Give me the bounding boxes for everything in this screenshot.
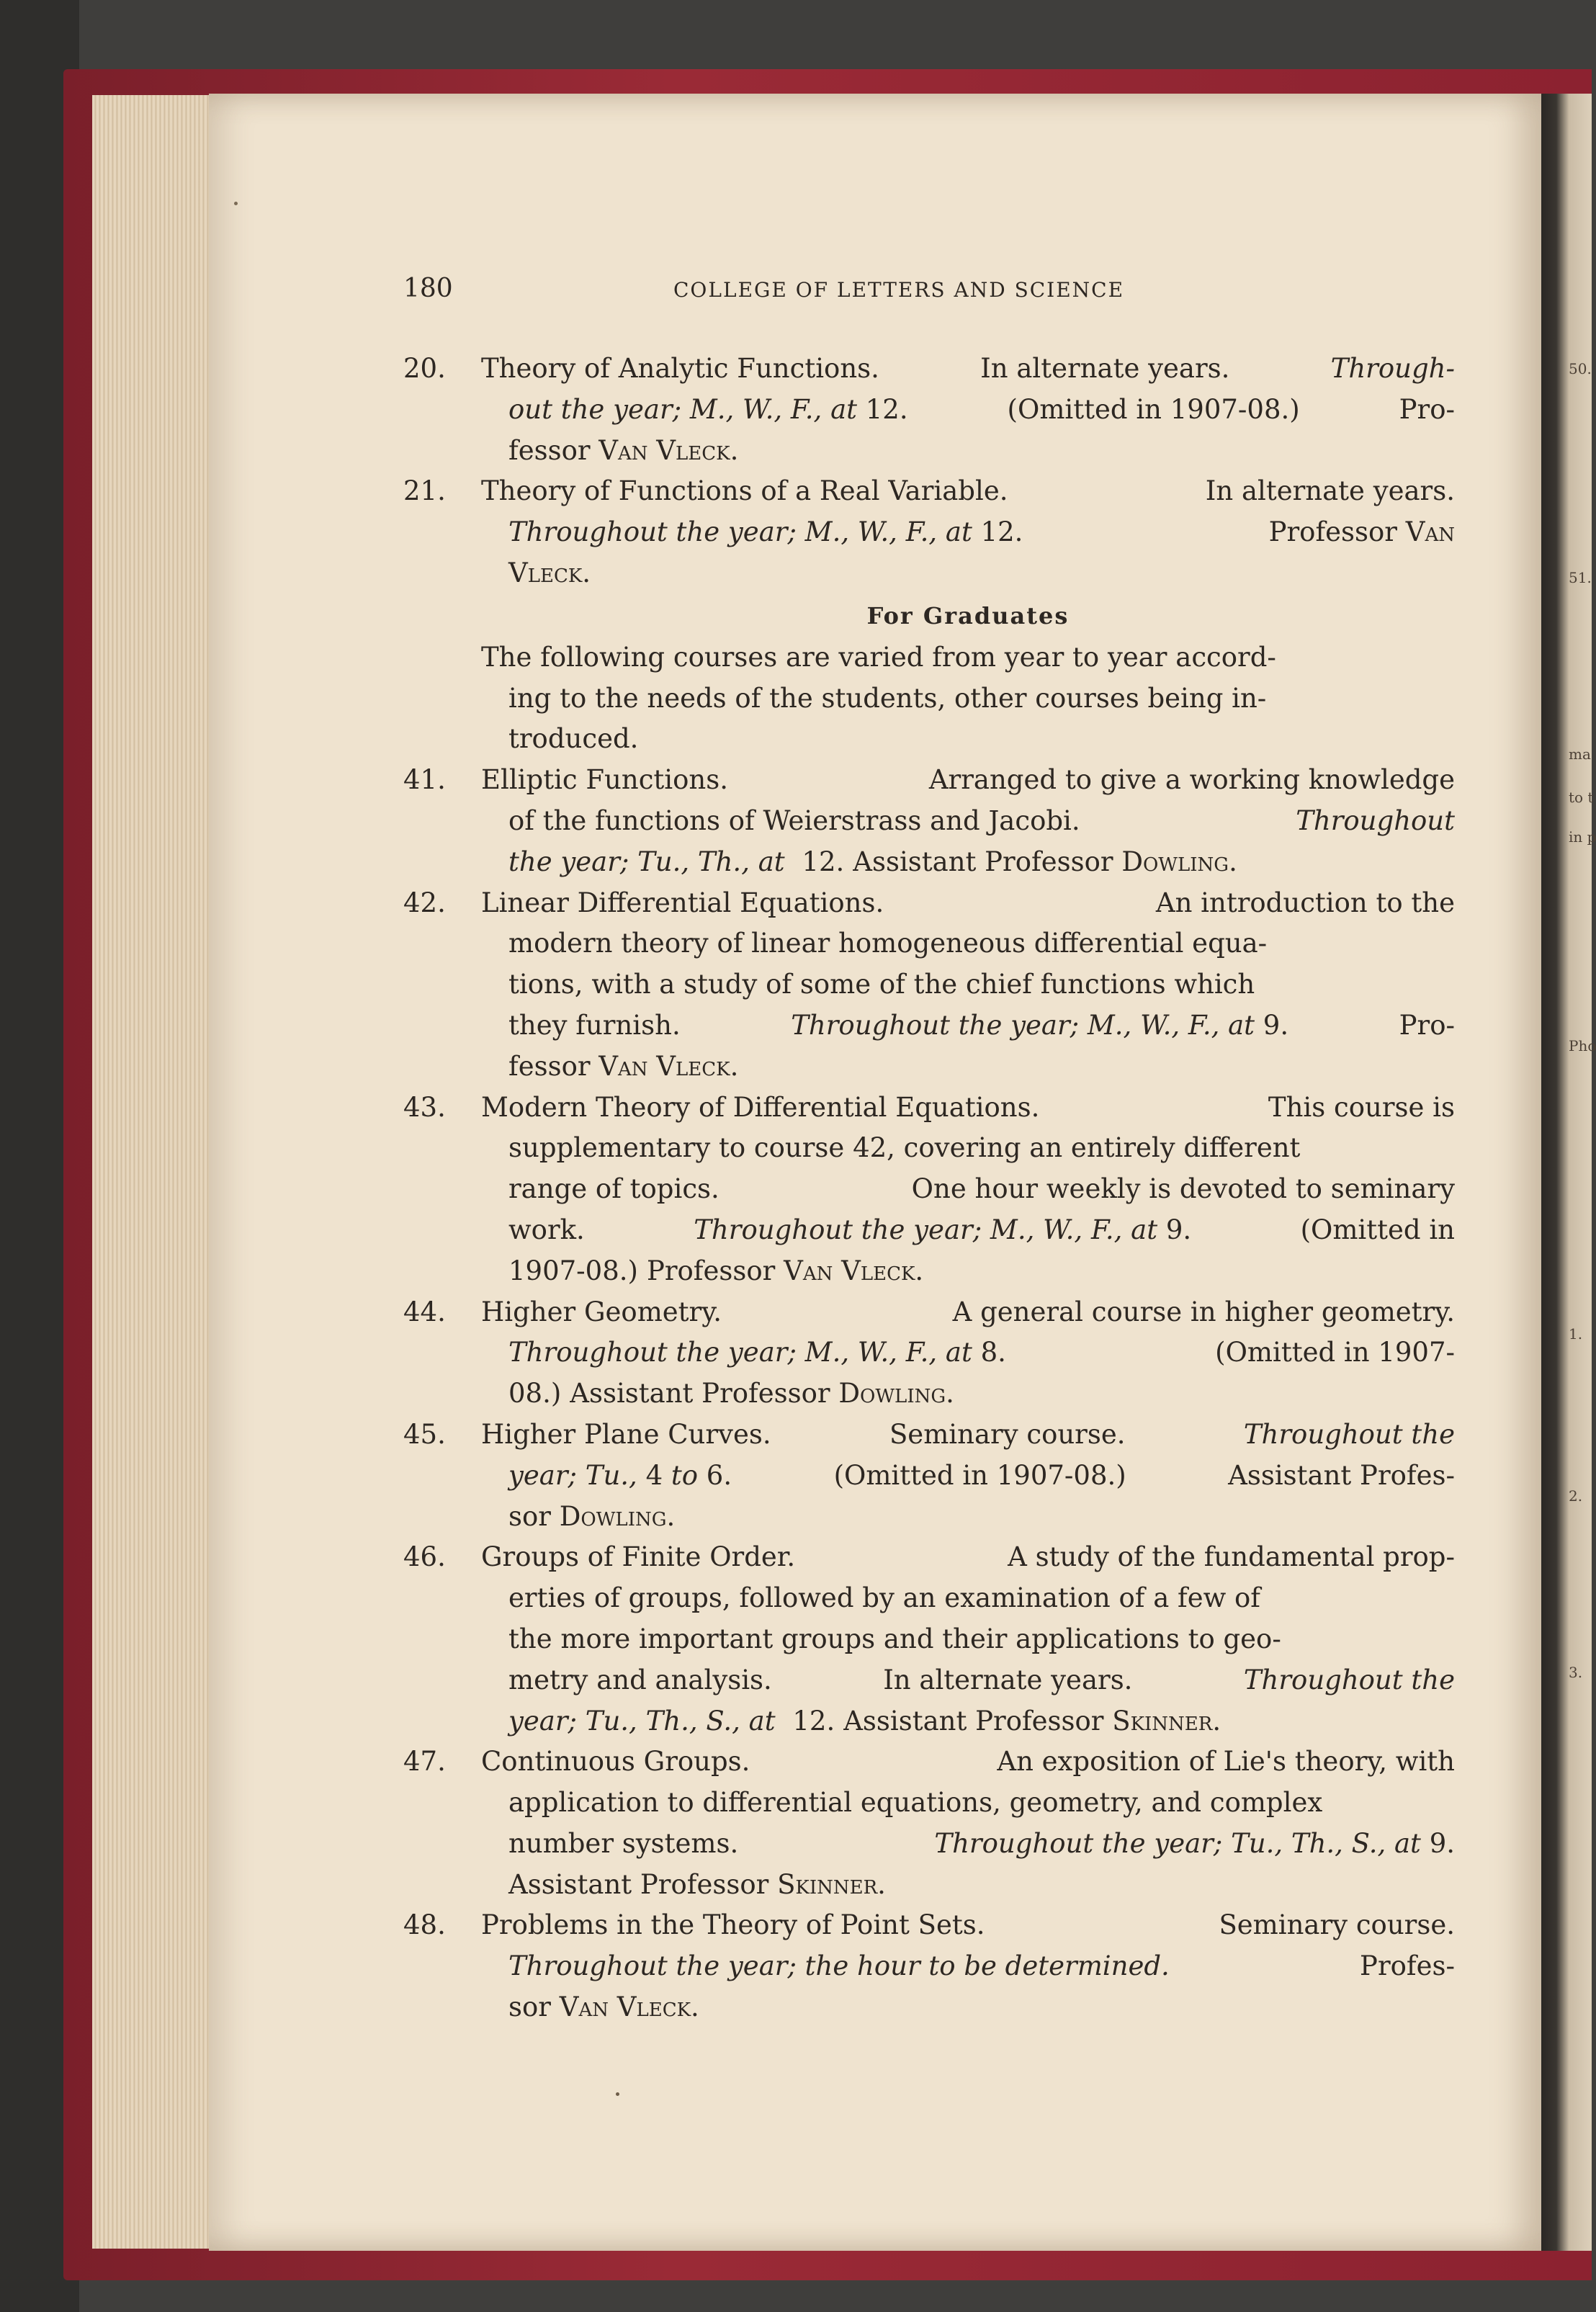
text-segment: Elliptic Functions. <box>481 764 728 796</box>
text-segment: Groups of Finite Order. <box>481 1541 796 1573</box>
text-segment: Throughout <box>1296 805 1455 836</box>
text-line <box>481 1905 1455 1946</box>
text-line <box>508 1701 1455 1742</box>
course-entry <box>403 1415 1455 1537</box>
text-segment: Continuous Groups. <box>481 1746 750 1778</box>
text-segment: range of topics. <box>508 1173 719 1205</box>
text-line <box>508 1619 1455 1660</box>
course-entry <box>403 1292 1455 1415</box>
course-entry <box>403 1537 1455 1742</box>
text-segment: Throughout the <box>1243 1664 1455 1695</box>
next-page-fragment: 1. <box>1569 1325 1583 1343</box>
text-segment: Throughout the year; M., W., F., at 12. <box>508 516 1023 548</box>
text-segment: fessor Van Vleck. <box>508 1050 739 1082</box>
text-segment: application to differential equations, geometry, and complex <box>508 1787 1323 1819</box>
text-line <box>508 1660 1455 1701</box>
page-header <box>403 274 1455 317</box>
course-number: 45. <box>403 1418 446 1450</box>
course-number: 43. <box>403 1091 446 1123</box>
text-segment: Throughout the year; M., W., F., at 9. <box>694 1214 1192 1245</box>
text-segment: metry and analysis. <box>508 1664 772 1695</box>
text-segment: Higher Plane Curves. <box>481 1418 771 1450</box>
course-number: 20. <box>403 353 446 384</box>
text-segment: Professor Van <box>1268 516 1455 548</box>
text-segment: sor Van Vleck. <box>508 1991 699 2023</box>
text-segment: Professor Van Vleck. <box>646 1255 924 1286</box>
text-line <box>508 512 1455 553</box>
text-segment: In alternate years. <box>1205 475 1455 507</box>
text-segment: (Omitted in <box>1300 1214 1455 1245</box>
text-segment: fessor Van Vleck. <box>508 434 739 466</box>
text-segment: year; Tu., Th., S., at 12. <box>508 1705 835 1737</box>
text-line <box>508 1251 1455 1292</box>
text-segment: tions, with a study of some of the chief functions which <box>508 969 1255 1000</box>
text-segment: Profes- <box>1360 1950 1455 1982</box>
text-segment: Assistant Professor Skinner. <box>843 1705 1221 1737</box>
text-segment: the year; Tu., Th., at 12. <box>508 846 845 877</box>
text-line <box>508 390 1455 431</box>
course-number: 46. <box>403 1541 446 1573</box>
next-page-fragment: 50. <box>1569 360 1592 377</box>
text-segment: Problems in the Theory of Point Sets. <box>481 1909 985 1941</box>
text-line <box>508 964 1455 1005</box>
course-entry <box>403 1742 1455 1905</box>
text-line <box>508 1128 1455 1169</box>
text-line <box>508 923 1455 964</box>
text-line <box>508 1374 1455 1415</box>
course-entry <box>403 1905 1455 2028</box>
page-number: 180 <box>403 274 453 303</box>
text-segment: Assistant Professor Skinner. <box>508 1868 886 1900</box>
text-segment: year; Tu., 4 to 6. <box>508 1459 732 1491</box>
text-segment: Throughout the year; M., W., F., at 8. <box>508 1337 1006 1368</box>
text-segment: ing to the needs of the students, other courses being in- <box>508 682 1267 714</box>
text-segment: A general course in higher geometry. <box>952 1296 1455 1327</box>
text-line <box>508 1946 1455 1987</box>
text-segment: The following courses are varied from year to year accord- <box>481 641 1276 673</box>
text-segment: Through- <box>1330 353 1455 384</box>
text-line <box>508 719 1455 760</box>
course-entry <box>403 471 1455 593</box>
text-segment: Arranged to give a working knowledge <box>928 764 1455 796</box>
text-segment: erties of groups, followed by an examination of a few of <box>508 1582 1261 1614</box>
text-segment: Throughout the year; Tu., Th., S., at 9. <box>934 1827 1455 1859</box>
text-segment: Throughout the year; M., W., F., at 9. <box>791 1009 1289 1041</box>
text-line <box>508 1497 1455 1538</box>
undergraduate-courses <box>403 349 1455 594</box>
course-number: 41. <box>403 764 446 796</box>
text-line <box>508 1169 1455 1210</box>
text-segment: 08.) <box>508 1378 562 1410</box>
text-segment: In alternate years. <box>980 353 1230 384</box>
text-segment: Pro- <box>1399 393 1455 425</box>
next-page-fragment: 51. <box>1569 569 1592 586</box>
text-line <box>481 1292 1455 1333</box>
text-line <box>481 1742 1455 1783</box>
graduate-courses <box>403 760 1455 2028</box>
text-line <box>508 801 1455 842</box>
running-title: COLLEGE OF LETTERS AND SCIENCE <box>673 278 1125 302</box>
text-segment: Theory of Functions of a Real Variable. <box>481 475 1008 507</box>
text-line <box>508 1578 1455 1619</box>
text-line <box>481 1415 1455 1456</box>
text-line <box>481 760 1455 801</box>
text-segment: Seminary course. <box>889 1418 1126 1450</box>
text-segment: modern theory of linear homogeneous differential equa- <box>508 928 1268 959</box>
text-line <box>508 842 1455 883</box>
text-line <box>481 637 1455 678</box>
text-line <box>508 1824 1455 1865</box>
text-segment: work. <box>508 1214 585 1245</box>
text-line <box>481 471 1455 512</box>
text-segment: Linear Differential Equations. <box>481 887 884 918</box>
text-segment: Assistant Profes- <box>1228 1459 1455 1491</box>
text-segment: they furnish. <box>508 1009 681 1041</box>
course-number: 47. <box>403 1746 446 1778</box>
paper-speck <box>234 202 238 205</box>
text-line <box>508 1865 1455 1906</box>
text-segment: supplementary to course 42, covering an entirely different <box>508 1132 1301 1164</box>
course-entry <box>403 349 1455 471</box>
next-page-edge <box>1541 94 1596 2251</box>
text-line <box>508 553 1455 594</box>
text-segment: of the functions of Weierstrass and Jacobi. <box>508 805 1080 836</box>
next-page-fragment: 3. <box>1569 1664 1583 1681</box>
next-page-fragment: to t <box>1569 789 1594 806</box>
paper-speck <box>616 2092 619 2096</box>
text-segment: Modern Theory of Differential Equations. <box>481 1091 1040 1123</box>
text-segment: An introduction to the <box>1155 887 1455 918</box>
text-line <box>508 1332 1455 1374</box>
text-line <box>508 1987 1455 2028</box>
text-line <box>481 1537 1455 1578</box>
graduate-intro <box>403 637 1455 760</box>
text-line <box>508 1047 1455 1088</box>
text-segment: Theory of Analytic Functions. <box>481 353 879 384</box>
text-segment: 1907-08.) <box>508 1255 638 1286</box>
page-body <box>403 349 1455 2028</box>
text-segment: troduced. <box>508 723 639 755</box>
text-segment: Pro- <box>1399 1009 1455 1041</box>
text-line <box>508 431 1455 472</box>
next-page-fragment: in p <box>1569 828 1596 846</box>
text-segment: Vleck. <box>508 557 591 588</box>
text-line <box>508 1210 1455 1251</box>
text-segment: sor Dowling. <box>508 1500 676 1532</box>
text-segment: Throughout the year; the hour to be determined. <box>508 1950 1170 1982</box>
text-segment: Seminary course. <box>1219 1909 1455 1941</box>
text-line <box>481 349 1455 390</box>
text-line <box>481 1088 1455 1129</box>
text-segment: Higher Geometry. <box>481 1296 722 1327</box>
text-line <box>508 678 1455 720</box>
text-segment: A study of the fundamental prop- <box>1008 1541 1455 1573</box>
text-segment: This course is <box>1268 1091 1455 1123</box>
page-edges <box>92 95 215 2249</box>
text-segment: In alternate years. <box>883 1664 1133 1695</box>
course-entry <box>403 1088 1455 1292</box>
text-segment: One hour weekly is devoted to seminary <box>911 1173 1455 1205</box>
course-entry <box>403 760 1455 882</box>
course-entry <box>403 883 1455 1088</box>
text-line <box>508 1783 1455 1824</box>
text-line <box>481 883 1455 924</box>
text-segment: (Omitted in 1907-08.) <box>833 1459 1126 1491</box>
text-segment: the more important groups and their applications to geo- <box>508 1623 1281 1654</box>
next-page-fragment: Pho <box>1569 1037 1596 1054</box>
text-segment: Throughout the <box>1243 1418 1455 1450</box>
text-line <box>508 1005 1455 1047</box>
course-number: 42. <box>403 887 446 918</box>
text-line <box>508 1456 1455 1497</box>
text-segment: Assistant Professor Dowling. <box>853 846 1237 877</box>
course-number: 21. <box>403 475 446 507</box>
text-segment: (Omitted in 1907- <box>1215 1337 1455 1368</box>
next-page-fragment: 2. <box>1569 1487 1583 1505</box>
text-segment: out the year; M., W., F., at 12. <box>508 393 908 425</box>
text-segment: Assistant Professor Dowling. <box>570 1378 954 1410</box>
text-segment: An exposition of Lie's theory, with <box>997 1746 1455 1778</box>
course-number: 44. <box>403 1296 446 1327</box>
text-segment: number systems. <box>508 1827 739 1859</box>
section-heading: For Graduates <box>866 601 1070 629</box>
next-page-fragment: ma <box>1569 745 1591 763</box>
course-number: 48. <box>403 1909 446 1941</box>
text-segment: (Omitted in 1907-08.) <box>1007 393 1300 425</box>
